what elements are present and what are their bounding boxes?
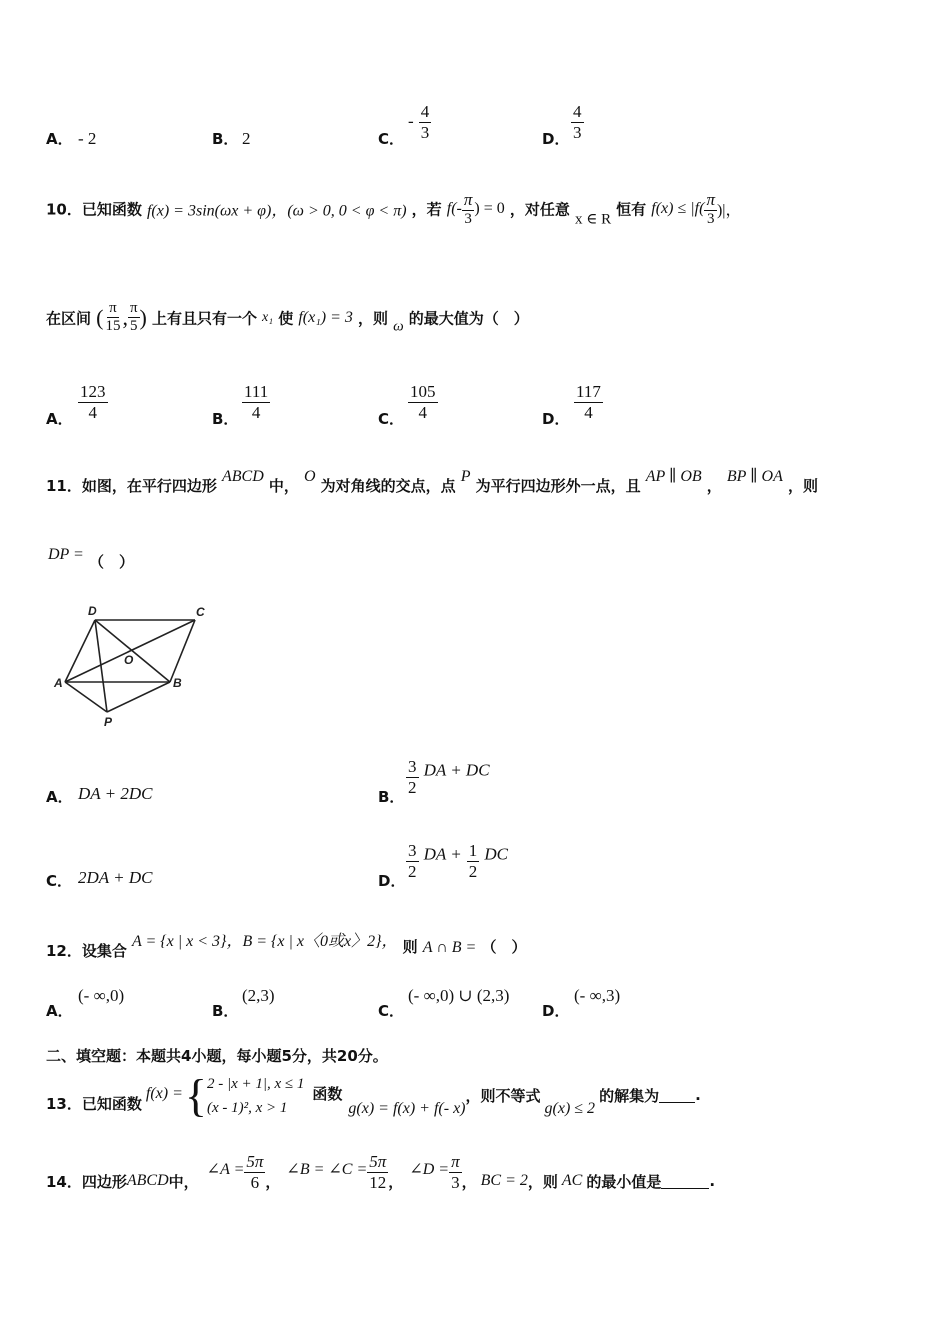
fig-label-d: D bbox=[88, 604, 97, 618]
edge-da bbox=[65, 620, 95, 682]
fig-label-o: O bbox=[124, 653, 134, 667]
q10-interval: ( $\frac{\pi}{15}$ , $\frac{\pi}{5}$ ) bbox=[96, 300, 147, 335]
q13-answer-blank[interactable] bbox=[659, 1088, 695, 1103]
q10-option-c-value: $\frac{105}{4}$ bbox=[410, 382, 436, 422]
q11-option-b-label: B． bbox=[378, 788, 405, 806]
q9-option-c-label: C． bbox=[378, 130, 405, 148]
segment-ap bbox=[65, 682, 107, 712]
q12-option-b-value: (2,3) bbox=[242, 986, 275, 1005]
q9-option-c-value: - $\frac{4}{3}$ bbox=[408, 102, 430, 142]
q12-stem: 12．设集合 A = {x | x < 3}，B = {x | x〈0或x〉2}， 则 A ∩ B = （ ） bbox=[46, 933, 527, 960]
q9-option-d-label: D． bbox=[542, 130, 570, 148]
q13-case-2: (x - 1)², x > 1 bbox=[206, 1100, 288, 1116]
q12-option-d-value: (- ∞,3) bbox=[574, 986, 621, 1005]
q10-option-a-value: $\frac{123}{4}$ bbox=[80, 382, 106, 422]
q11-option-b-value: $\frac{3}{2}$ DA + DC bbox=[408, 757, 490, 797]
q11-option-c-label: C． bbox=[46, 872, 73, 890]
segment-bp bbox=[107, 682, 170, 712]
q10-function-def: f(x) = 3sin(ωx + φ)，(ω > 0, 0 < φ < π) bbox=[146, 202, 407, 220]
q10-inequality: f(x) ≤ |f( $\frac{\pi}{3}$ )|， bbox=[651, 190, 742, 227]
diagonal-db bbox=[95, 620, 170, 682]
q11-question: DP = （ ） bbox=[48, 546, 134, 571]
q10-option-d-label: D． bbox=[542, 410, 570, 428]
q11-stem: 11．如图，在平行四边形 ABCD 中， O 为对角线的交点，点 P 为平行四边形外一点，且 AP ∥ OB ， BP ∥ OA ，则 bbox=[46, 468, 818, 495]
q10-option-b-value: $\frac{111}{4}$ bbox=[244, 382, 269, 422]
q9-option-c-fraction: $\frac{4}{3}$ bbox=[420, 102, 430, 142]
fig-label-p: P bbox=[104, 715, 113, 729]
q10-option-b-label: B． bbox=[212, 410, 239, 428]
q9-option-a-value: - 2 bbox=[78, 129, 97, 148]
q12-option-a-value: (- ∞,0) bbox=[78, 986, 125, 1005]
q14-stem: 14．四边形 ABCD 中， ∠A = $\frac{5\pi}{6}$ ， ∠B = ∠C = $\frac{5\pi}{12}$ ， ∠D = $\frac{\pi}{3}$ ， BC = 2 ，则 AC 的最小值是 . bbox=[46, 1152, 716, 1192]
q12-option-d-label: D． bbox=[542, 1002, 570, 1020]
q11-option-d-label: D． bbox=[378, 872, 406, 890]
section-2-heading: 二、填空题：本题共4小题，每小题5分，共20分。 bbox=[46, 1047, 388, 1065]
q10-line1: 10．已知函数 f(x) = 3sin(ωx + φ)，(ω > 0, 0 < φ < π) ，若 f(- $\frac{\pi}{3}$ ) = 0 ，对任意 x ∈ R 恒有 f(x) ≤ |f( $\frac{\pi}{3}$ )|， bbox=[46, 190, 742, 228]
q11-option-c-value: 2DA + DC bbox=[78, 868, 153, 887]
q13-piecewise: { 2 - |x + 1|, x ≤ 1 (x - 1)², x > 1 bbox=[184, 1070, 305, 1121]
q11-option-d-value: $\frac{3}{2}$ DA + $\frac{1}{2}$ DC bbox=[408, 841, 508, 881]
q10-condition: f(- $\frac{\pi}{3}$ ) = 0 bbox=[446, 190, 505, 227]
q12-option-b-label: B． bbox=[212, 1002, 239, 1020]
q12-option-c-value: (- ∞,0) ∪ (2,3) bbox=[408, 986, 510, 1005]
q12-option-c-label: C． bbox=[378, 1002, 405, 1020]
fig-label-c: C bbox=[196, 605, 205, 619]
q9-option-b-value: 2 bbox=[242, 129, 251, 148]
q13-case-1: 2 - |x + 1|, x ≤ 1 bbox=[206, 1076, 305, 1092]
q10-prefix: 10．已知函数 bbox=[46, 200, 142, 219]
fig-label-a: A bbox=[54, 676, 63, 690]
q10-option-c-label: C． bbox=[378, 410, 405, 428]
q12-option-a-label: A． bbox=[46, 1002, 73, 1020]
q10-line2: 在区间 ( $\frac{\pi}{15}$ , $\frac{\pi}{5}$ ) 上有且只有一个 x₁ 使 f(x₁) = 3 ，则 ω 的最大值为（ ） bbox=[46, 300, 529, 335]
q13-stem: 13．已知函数 f(x) = { 2 - |x + 1|, x ≤ 1 (x - 1)², x > 1 函数 g(x) = f(x) + f(- x) ，则不等式 g(x) ≤ 2 的解集为 . bbox=[46, 1070, 701, 1121]
q10-option-d-value: $\frac{117}{4}$ bbox=[576, 382, 601, 422]
fig-label-b: B bbox=[173, 676, 182, 690]
q9-option-a-label: A． bbox=[46, 130, 73, 148]
q9-option-d-value bbox=[571, 102, 584, 142]
diagonal-ac bbox=[65, 620, 195, 682]
q9-option-d-fraction: $\frac{4}{3}$ bbox=[573, 102, 582, 142]
q11-option-a-label: A． bbox=[46, 788, 73, 806]
q11-parallelogram-figure bbox=[50, 600, 220, 735]
q10-option-a-label: A． bbox=[46, 410, 73, 428]
q9-option-b-label: B． bbox=[212, 130, 239, 148]
q11-option-a-value: DA + 2DC bbox=[78, 784, 153, 803]
q14-answer-blank[interactable] bbox=[661, 1174, 709, 1189]
